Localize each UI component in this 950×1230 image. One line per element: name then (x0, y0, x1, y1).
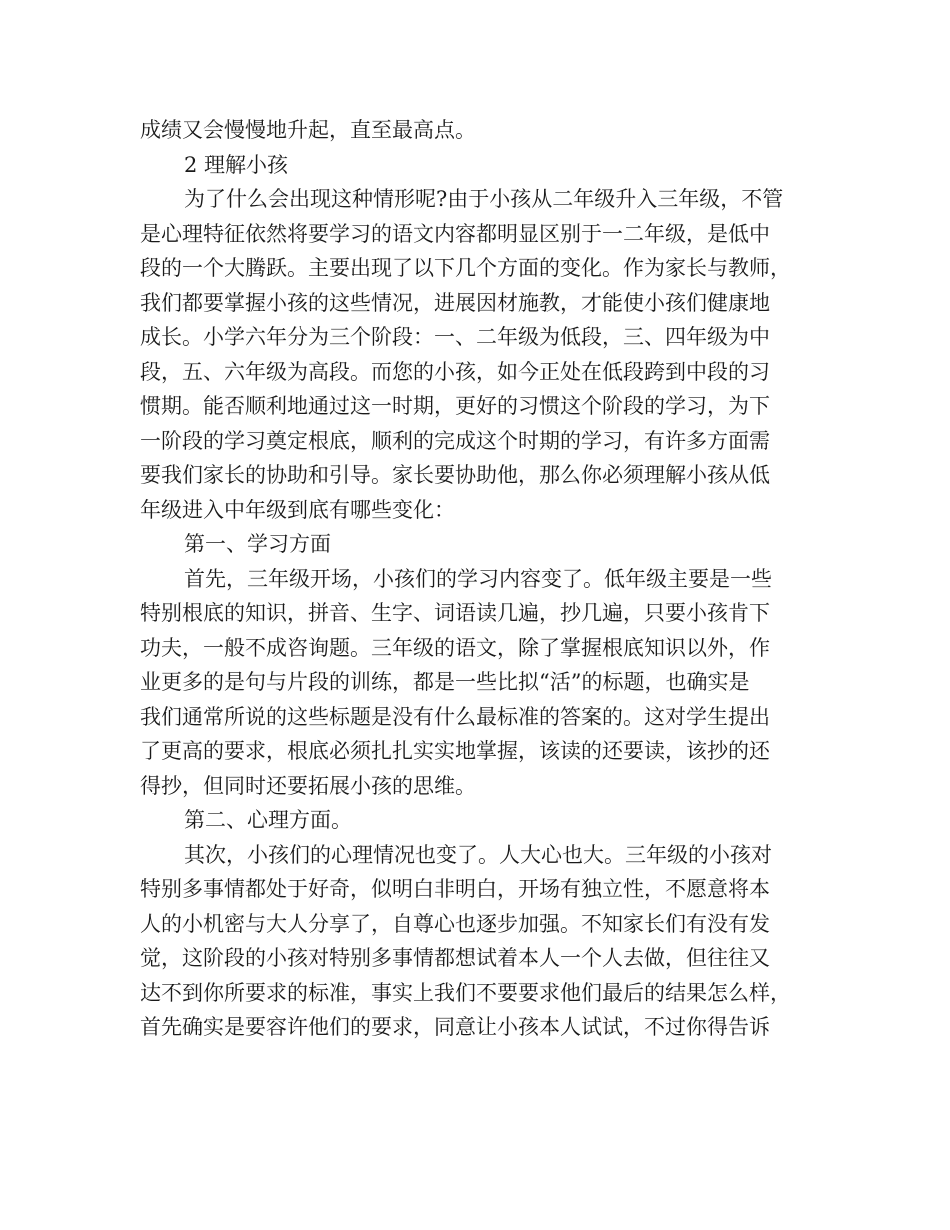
section-heading: 第二、心理方面。 (184, 808, 352, 832)
text-line: 了更高的要求，根底必须扎扎实实地掌握，该读的还要读，该抄的还 (140, 739, 770, 763)
text-line: 成绩又会慢慢地升起，直至最高点。 (140, 118, 476, 142)
paragraph-start-line: 为了什么会出现这种情形呢?由于小孩从二年级升入三年级，不管 (184, 187, 784, 211)
text-line: 一阶段的学习奠定根底，顺利的完成这个时期的学习，有许多方面需 (140, 428, 770, 453)
text-line: 成长。小学六年分为三个阶段：一、二年级为低段，三、四年级为中 (140, 325, 770, 349)
text-line: 首先确实是要容许他们的要求，同意让小孩本人试试，不过你得告诉 (140, 1015, 770, 1039)
paragraph-start-line: 首先，三年级开场，小孩们的学习内容变了。低年级主要是一些 (184, 566, 772, 591)
text-line: 惯期。能否顺利地通过这一时期，更好的习惯这个阶段的学习，为下 (140, 394, 770, 418)
text-line: 特别多事情都处于好奇，似明白非明白，开场有独立性，不愿意将本 (140, 877, 770, 901)
text-line: 是心理特征依然将要学习的语文内容都明显区别于一二年级，是低中 (140, 221, 770, 246)
body-text (140, 113, 810, 1045)
paragraph-start-line: 其次，小孩们的心理情况也变了。人大心也大。三年级的小孩对 (184, 842, 772, 867)
section-heading: 第一、学习方面 (184, 532, 331, 556)
text-line: 我们通常所说的这些标题是没有什么最标准的答案的。这对学生提出 (140, 704, 770, 729)
text-line: 特别根底的知识，拼音、生字、词语读几遍，抄几遍，只要小孩肯下 (140, 601, 770, 625)
text-line: 段的一个大腾跃。主要出现了以下几个方面的变化。作为家长与教师， (140, 256, 791, 280)
text-line: 我们都要掌握小孩的这些情况，进展因材施教，才能使小孩们健康地 (140, 290, 770, 315)
text-line: 达不到你所要求的标准，事实上我们不要要求他们最后的结果怎么样， (140, 980, 791, 1005)
text-line: 要我们家长的协助和引导。家长要协助他，那么你必须理解小孩从低 (140, 463, 770, 487)
text-line: 觉，这阶段的小孩对特别多事情都想试着本人一个人去做，但往往又 (140, 946, 770, 970)
text-line: 功夫，一般不成咨询题。三年级的语文，除了掌握根底知识以外，作 (140, 635, 770, 660)
section-heading: 2 理解小孩 (184, 152, 289, 177)
text-line: 人的小机密与大人分享了，自尊心也逐步加强。不知家长们有没有发 (140, 911, 770, 936)
text-line: 业更多的是句与片段的训练，都是一些比拟“活”的标题，也确实是 (140, 670, 750, 694)
text-line: 年级进入中年级到底有哪些变化： (140, 497, 455, 522)
text-line: 得抄，但同时还要拓展小孩的思维。 (140, 773, 476, 798)
text-line: 段，五、六年级为高段。而您的小孩，如今正处在低段跨到中段的习 (140, 359, 770, 384)
